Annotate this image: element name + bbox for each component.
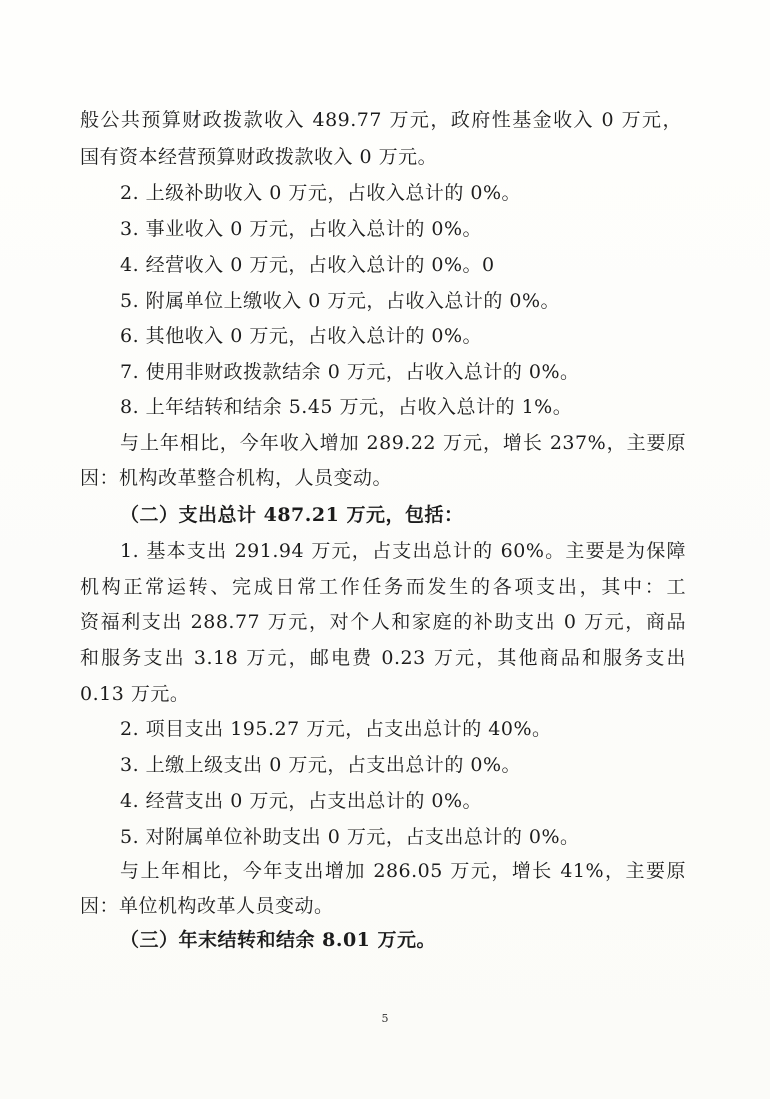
text-line: 般公共预算财政拨款收入 489.77 万元，政府性基金收入 0 万元， (80, 109, 682, 131)
text-line: 5. 对附属单位补助支出 0 万元，占支出总计的 0%。 (120, 826, 580, 848)
text-line: 资福利支出 288.77 万元，对个人和家庭的补助支出 0 万元，商品 (80, 611, 686, 633)
text-line: 4. 经营收入 0 万元，占收入总计的 0%。0 (120, 254, 495, 276)
text-line: 和服务支出 3.18 万元，邮电费 0.23 万元，其他商品和服务支出 (80, 647, 686, 669)
text-line: 7. 使用非财政拨款结余 0 万元，占收入总计的 0%。 (120, 361, 580, 383)
text-line: 1. 基本支出 291.94 万元，占支出总计的 60%。主要是为保障 (120, 540, 686, 562)
text-line: 与上年相比，今年支出增加 286.05 万元，增长 41%，主要原 (120, 860, 686, 882)
text-line: 4. 经营支出 0 万元，占支出总计的 0%。 (120, 790, 483, 812)
text-line: 2. 上级补助收入 0 万元，占收入总计的 0%。 (120, 182, 522, 204)
text-line: 0.13 万元。 (80, 683, 190, 705)
text-line: 6. 其他收入 0 万元，占收入总计的 0%。 (120, 325, 483, 347)
text-line: 2. 项目支出 195.27 万元，占支出总计的 40%。 (120, 718, 552, 740)
section-heading: （三）年末结转和结余 8.01 万元。 (120, 929, 437, 951)
text-line: 与上年相比，今年收入增加 289.22 万元，增长 237%，主要原 (120, 432, 686, 454)
text-line: 因：单位机构改革人员变动。 (80, 895, 334, 917)
text-line: 机构正常运转、完成日常工作任务而发生的各项支出，其中：工 (80, 576, 686, 598)
section-heading: （二）支出总计 487.21 万元，包括： (120, 504, 464, 526)
text-line: 国有资本经营预算财政拨款收入 0 万元。 (80, 146, 438, 168)
text-line: 因：机构改革整合机构，人员变动。 (80, 467, 393, 489)
page-number: 5 (381, 1012, 389, 1025)
text-line: 3. 事业收入 0 万元，占收入总计的 0%。 (120, 218, 483, 240)
text-line: 8. 上年结转和结余 5.45 万元，占收入总计的 1%。 (120, 396, 573, 418)
text-line: 5. 附属单位上缴收入 0 万元，占收入总计的 0%。 (120, 290, 561, 312)
text-line: 3. 上缴上级支出 0 万元，占支出总计的 0%。 (120, 754, 522, 776)
